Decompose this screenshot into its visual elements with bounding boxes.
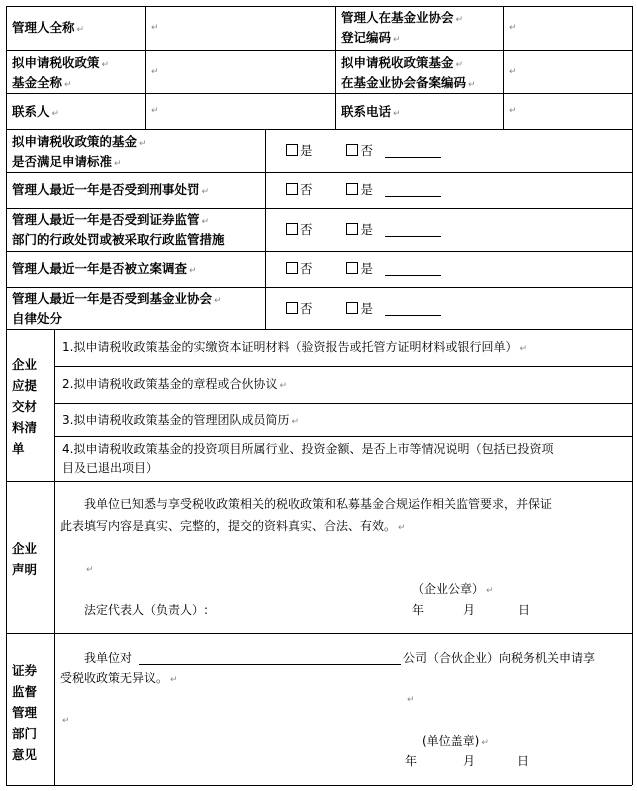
q3-blank[interactable] bbox=[385, 224, 441, 237]
q5-no-checkbox[interactable] bbox=[286, 302, 298, 314]
q5-options[interactable]: 否 是 bbox=[286, 300, 441, 317]
q4-no-checkbox[interactable] bbox=[286, 262, 298, 274]
q2-options[interactable]: 否 是 bbox=[286, 181, 441, 198]
phone-label: 联系电话 ↵ bbox=[341, 104, 401, 119]
q3-label: 管理人最近一年是否受到证券监管 ↵ 部门的行政处罚或被采取行政监管措施 bbox=[12, 212, 225, 247]
fund-name-value[interactable]: ↵ bbox=[151, 67, 159, 77]
q2-no-checkbox[interactable] bbox=[286, 183, 298, 195]
material-item-3: 3.拟申请税收政策基金的管理团队成员简历 ↵ bbox=[62, 413, 299, 427]
contact-label: 联系人 ↵ bbox=[12, 104, 60, 119]
declaration-seal: （企业公章） ↵ bbox=[412, 582, 494, 596]
fund-record-value[interactable]: ↵ bbox=[509, 67, 517, 77]
legal-rep-label: 法定代表人（负责人）: bbox=[84, 603, 209, 617]
q4-label: 管理人最近一年是否被立案调查 ↵ bbox=[12, 261, 197, 276]
q5-blank[interactable] bbox=[385, 303, 441, 316]
regulator-title: 证券 监督 管理 部门 意见 bbox=[12, 663, 38, 762]
declaration-text-line2: 此表填写内容是真实、完整的，提交的资料真实、合法、有效。 ↵ bbox=[60, 519, 406, 533]
q2-yes-checkbox[interactable] bbox=[346, 183, 358, 195]
manager-name-value[interactable]: ↵ bbox=[151, 23, 159, 33]
regulator-blank-1: ↵ bbox=[407, 695, 415, 705]
q4-options[interactable]: 否 是 bbox=[286, 260, 441, 277]
contact-value[interactable]: ↵ bbox=[151, 106, 159, 116]
declaration-text-line1: 我单位已知悉与享受税收政策相关的税收政策和私募基金合规运作相关监管要求，并保证 bbox=[84, 497, 553, 511]
declaration-year: 年 bbox=[412, 603, 425, 617]
material-item-2: 2.拟申请税收政策基金的章程或合伙协议 ↵ bbox=[62, 377, 287, 391]
q4-blank[interactable] bbox=[385, 263, 441, 276]
q1-label: 拟申请税收政策的基金 ↵ 是否满足申请标准 ↵ bbox=[12, 134, 147, 169]
q3-yes-checkbox[interactable] bbox=[346, 223, 358, 235]
q1-yes-checkbox[interactable] bbox=[286, 144, 298, 156]
q5-yes-checkbox[interactable] bbox=[346, 302, 358, 314]
fund-record-label: 拟申请税收政策基金 ↵ 在基金业协会备案编码 ↵ bbox=[341, 55, 476, 90]
regulator-month: 月 bbox=[463, 754, 476, 768]
material-item-4: 4.拟申请税收政策基金的投资项目所属行业、投资金额、是否上市等情况说明（包括已投资项 目及已退出项目） bbox=[62, 442, 554, 475]
regulator-blank-2: ↵ bbox=[62, 716, 70, 726]
q1-options[interactable]: 是 否 bbox=[286, 142, 441, 159]
material-item-1: 1.拟申请税收政策基金的实缴资本证明材料（验资报告或托管方证明材料或银行回单） ↵ bbox=[62, 340, 527, 354]
regulator-text-suffix: 公司（合伙企业）向税务机关申请享 bbox=[403, 651, 596, 665]
q4-yes-checkbox[interactable] bbox=[346, 262, 358, 274]
declaration-title: 企业 声明 bbox=[12, 541, 38, 577]
regulator-text-line2: 受税收政策无异议。 ↵ bbox=[60, 671, 178, 685]
fund-name-label: 拟申请税收政策 ↵ 基金全称 ↵ bbox=[12, 55, 110, 90]
regulator-seal: (单位盖章) ↵ bbox=[422, 734, 489, 748]
reg-no-value[interactable]: ↵ bbox=[509, 23, 517, 33]
reg-no-label: 管理人在基金业协会 ↵ 登记编码 ↵ bbox=[341, 10, 464, 45]
q5-label: 管理人最近一年是否受到基金业协会 ↵ 自律处分 bbox=[12, 291, 222, 326]
company-name-blank[interactable] bbox=[139, 664, 401, 665]
phone-value[interactable]: ↵ bbox=[509, 106, 517, 116]
materials-title: 企业 应提 交材 料清 单 bbox=[12, 357, 38, 456]
q3-options[interactable]: 否 是 bbox=[286, 221, 441, 238]
regulator-text-prefix: 我单位对 bbox=[84, 651, 133, 665]
declaration-blank-line: ↵ bbox=[86, 565, 94, 575]
q3-no-checkbox[interactable] bbox=[286, 223, 298, 235]
regulator-year: 年 bbox=[405, 754, 418, 768]
declaration-month: 月 bbox=[463, 603, 476, 617]
regulator-day: 日 bbox=[517, 754, 530, 768]
declaration-day: 日 bbox=[518, 603, 531, 617]
q2-label: 管理人最近一年是否受到刑事处罚 ↵ bbox=[12, 182, 210, 197]
q1-no-checkbox[interactable] bbox=[346, 144, 358, 156]
q2-blank[interactable] bbox=[385, 184, 441, 197]
manager-name-label: 管理人全称 ↵ bbox=[12, 20, 85, 35]
q1-blank[interactable] bbox=[385, 145, 441, 158]
